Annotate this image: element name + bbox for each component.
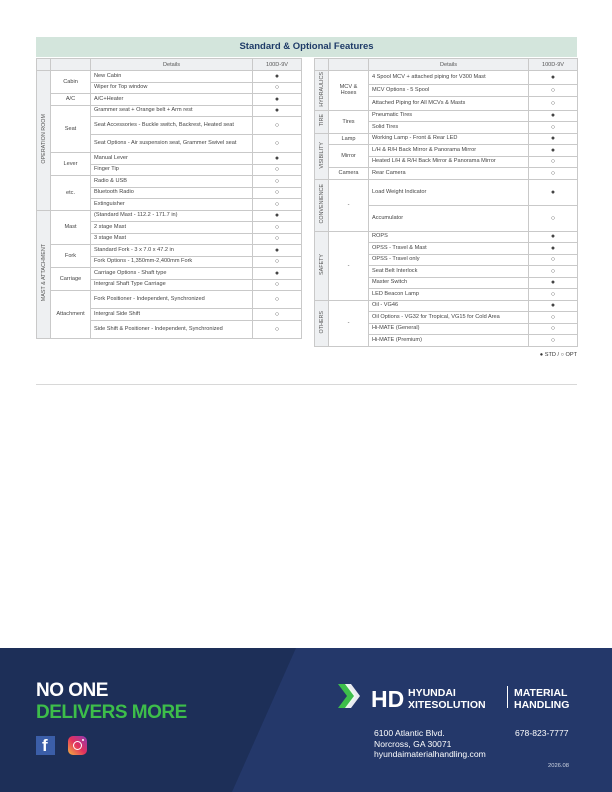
availability-mark: ○ — [529, 85, 578, 97]
feature-detail: OPSS - Travel only — [369, 254, 529, 266]
feature-detail: Working Lamp - Front & Rear LED — [369, 133, 529, 145]
availability-mark: ● — [253, 210, 302, 222]
feature-detail: Hi-MATE (Premium) — [369, 335, 529, 347]
website-link[interactable]: hyundaimaterialhandling.com — [374, 749, 486, 759]
feature-detail: Fork Options - 1,350mm-2,400mm Fork — [91, 256, 253, 268]
slogan-line-2: DELIVERS MORE — [36, 702, 187, 723]
availability-mark: ○ — [529, 335, 578, 347]
availability-mark: ● — [529, 300, 578, 312]
availability-mark: ○ — [529, 254, 578, 266]
table-row — [315, 231, 578, 243]
subcategory-label: MCV & Hoses — [329, 71, 369, 111]
availability-mark: ○ — [253, 176, 302, 188]
logo-hd-text: HD — [371, 686, 405, 712]
feature-detail: Finger Tip — [91, 164, 253, 176]
feature-detail: L/H & R/H Back Mirror & Panorama Mirror — [369, 145, 529, 157]
availability-mark: ○ — [529, 156, 578, 168]
header-model: 100D-9V — [253, 59, 302, 71]
feature-detail: Side Shift & Positioner - Independent, Synchronized — [91, 320, 253, 338]
address-line-1: 6100 Atlantic Blvd. — [374, 728, 445, 738]
subcategory-label: Seat — [51, 105, 91, 153]
availability-mark: ○ — [253, 222, 302, 234]
features-title: Standard & Optional Features — [36, 37, 577, 57]
availability-mark: ○ — [253, 187, 302, 199]
availability-mark: ○ — [529, 323, 578, 335]
table-row — [315, 110, 578, 122]
feature-detail: Fork Positioner - Independent, Synchronized — [91, 291, 253, 309]
document-version: 2026.08 — [548, 763, 569, 769]
feature-detail: ROPS — [369, 231, 529, 243]
table-row — [315, 133, 578, 145]
availability-mark: ○ — [253, 135, 302, 153]
availability-mark: ● — [529, 243, 578, 255]
table-row — [37, 291, 302, 309]
category-label: MAST & ATTACHMENT — [40, 244, 47, 302]
feature-detail: Accumulator — [369, 205, 529, 231]
category-cell — [315, 231, 329, 300]
feature-detail: LED Beacon Lamp — [369, 289, 529, 301]
feature-detail: 4 Spool MCV + attached piping for V300 Mast — [369, 71, 529, 85]
subcategory-label: A/C — [51, 94, 91, 106]
feature-detail: Carriage Options - Shaft type — [91, 268, 253, 280]
availability-mark: ● — [529, 71, 578, 85]
category-cell — [315, 71, 329, 111]
availability-mark: ○ — [253, 82, 302, 94]
table-row — [37, 245, 302, 257]
availability-mark: ○ — [529, 96, 578, 110]
subcategory-label: etc. — [51, 176, 91, 211]
subcategory-label: Carriage — [51, 268, 91, 291]
address-line-2: Norcross, GA 30071 — [374, 738, 452, 749]
logo-brand-line1: HYUNDAI — [408, 687, 456, 699]
feature-detail: Oil Options - VG32 for Tropical, VG15 for Cold Area — [369, 312, 529, 324]
table-row — [37, 94, 302, 106]
header-blank — [329, 59, 369, 71]
availability-mark: ● — [253, 245, 302, 257]
feature-detail: A/C+Heater — [91, 94, 253, 106]
table-row — [315, 168, 578, 180]
availability-mark: ○ — [253, 291, 302, 309]
feature-detail: MCV Options - 5 Spool — [369, 85, 529, 97]
feature-detail: Attached Piping for All MCVs & Masts — [369, 96, 529, 110]
availability-mark: ● — [529, 179, 578, 205]
feature-detail: Intergral Side Shift — [91, 309, 253, 321]
table-row — [37, 210, 302, 222]
feature-detail: Hi-MATE (General) — [369, 323, 529, 335]
hyundai-xitesolution-logo — [338, 684, 578, 712]
subcategory-label: Mirror — [329, 145, 369, 168]
availability-mark: ○ — [529, 312, 578, 324]
availability-mark: ○ — [253, 117, 302, 135]
footer-banner — [0, 648, 612, 792]
feature-detail: Oil - VG46 — [369, 300, 529, 312]
category-cell — [37, 71, 51, 211]
feature-detail: Radio & USB — [91, 176, 253, 188]
availability-mark: ● — [253, 94, 302, 106]
category-label: HYDRAULICS — [318, 71, 325, 107]
slogan-line-1: NO ONE — [36, 680, 108, 701]
category-label: TIRE — [318, 114, 325, 127]
left-table-header — [37, 59, 302, 71]
availability-mark: ○ — [253, 199, 302, 211]
feature-detail: Extinguisher — [91, 199, 253, 211]
category-label: SAFETY — [318, 254, 325, 275]
header-details: Details — [369, 59, 529, 71]
feature-detail: Wiper for Top window — [91, 82, 253, 94]
availability-mark: ○ — [529, 289, 578, 301]
category-label: CONVENIENCE — [318, 184, 325, 224]
feature-detail: Seat Belt Interlock — [369, 266, 529, 278]
category-cell — [315, 179, 329, 231]
subcategory-label: - — [329, 179, 369, 231]
table-row — [315, 71, 578, 85]
feature-detail: Pneumatic Tires — [369, 110, 529, 122]
feature-detail: Load Weight Indicator — [369, 179, 529, 205]
table-row — [315, 145, 578, 157]
feature-detail: Bluetooth Radio — [91, 187, 253, 199]
subcategory-label: Lamp — [329, 133, 369, 145]
availability-mark: ○ — [529, 266, 578, 278]
feature-detail: Heated L/H & R/H Back Mirror & Panorama Mirror — [369, 156, 529, 168]
subcategory-label: Mast — [51, 210, 91, 245]
availability-mark: ● — [529, 145, 578, 157]
feature-detail: Rear Camera — [369, 168, 529, 180]
category-label: OTHERS — [318, 310, 325, 334]
logo-division-line1: MATERIAL — [514, 687, 568, 699]
availability-mark: ○ — [529, 168, 578, 180]
subcategory-label: Cabin — [51, 71, 91, 94]
feature-detail: Intergral Shaft Type Carriage — [91, 279, 253, 291]
table-row — [37, 153, 302, 165]
feature-detail: OPSS - Travel & Mast — [369, 243, 529, 255]
availability-mark: ● — [529, 110, 578, 122]
category-cell — [37, 210, 51, 338]
availability-mark: ● — [253, 105, 302, 117]
availability-mark: ● — [253, 268, 302, 280]
category-label: OPERATION ROOM — [40, 114, 47, 165]
table-row — [315, 300, 578, 312]
left-features-table — [36, 58, 302, 339]
subcategory-label: - — [329, 300, 369, 346]
table-row — [315, 179, 578, 205]
feature-detail: Standard Fork - 3 x 7.0 x 47.2 in — [91, 245, 253, 257]
availability-mark: ● — [529, 277, 578, 289]
feature-detail: Grammer seat + Orange belt + Arm rest — [91, 105, 253, 117]
availability-mark: ○ — [253, 164, 302, 176]
availability-mark: ○ — [253, 309, 302, 321]
facebook-icon[interactable]: f — [36, 736, 55, 755]
availability-mark: ○ — [529, 205, 578, 231]
header-model: 100D-9V — [529, 59, 578, 71]
feature-detail: 3 stage Mast — [91, 233, 253, 245]
table-row — [37, 268, 302, 280]
subcategory-label: - — [329, 231, 369, 300]
right-table-header — [315, 59, 578, 71]
subcategory-label: Tires — [329, 110, 369, 133]
feature-detail: Master Switch — [369, 277, 529, 289]
availability-mark: ○ — [253, 279, 302, 291]
availability-mark: ○ — [253, 256, 302, 268]
category-cell — [315, 133, 329, 179]
category-label: VISIBILITY — [318, 141, 325, 169]
category-cell — [315, 110, 329, 133]
availability-mark: ● — [529, 133, 578, 145]
subcategory-label: Attachment — [51, 291, 91, 339]
header-blank — [37, 59, 51, 71]
availability-mark: ○ — [253, 320, 302, 338]
phone-number[interactable]: 678-823-7777 — [515, 728, 569, 738]
legend-std-opt: ● STD / ○ OPT — [539, 352, 577, 358]
divider — [36, 384, 577, 385]
feature-detail: Seat Accessories - Buckle switch, Backrest, Heated seat — [91, 117, 253, 135]
feature-detail: 2 stage Mast — [91, 222, 253, 234]
logo-division-line2: HANDLING — [514, 699, 570, 711]
subcategory-label: Camera — [329, 168, 369, 180]
feature-detail: Seat Options - Air suspension seat, Grammer Swivel seat — [91, 135, 253, 153]
availability-mark: ○ — [529, 122, 578, 134]
instagram-icon[interactable] — [68, 736, 87, 755]
logo-brand-line2: XITESOLUTION — [408, 699, 486, 711]
feature-detail: New Cabin — [91, 71, 253, 83]
subcategory-label: Lever — [51, 153, 91, 176]
header-details: Details — [91, 59, 253, 71]
header-blank — [51, 59, 91, 71]
availability-mark: ● — [529, 231, 578, 243]
header-blank — [315, 59, 329, 71]
address-block — [374, 728, 486, 760]
availability-mark: ○ — [253, 233, 302, 245]
availability-mark: ● — [253, 153, 302, 165]
table-row — [37, 176, 302, 188]
right-features-table — [314, 58, 578, 347]
feature-detail: (Standard Mast - 112.2 - 171.7 in) — [91, 210, 253, 222]
subcategory-label: Fork — [51, 245, 91, 268]
table-row — [37, 71, 302, 83]
category-cell — [315, 300, 329, 346]
feature-detail: Solid Tires — [369, 122, 529, 134]
availability-mark: ● — [253, 71, 302, 83]
table-row — [37, 105, 302, 117]
feature-detail: Manual Lever — [91, 153, 253, 165]
